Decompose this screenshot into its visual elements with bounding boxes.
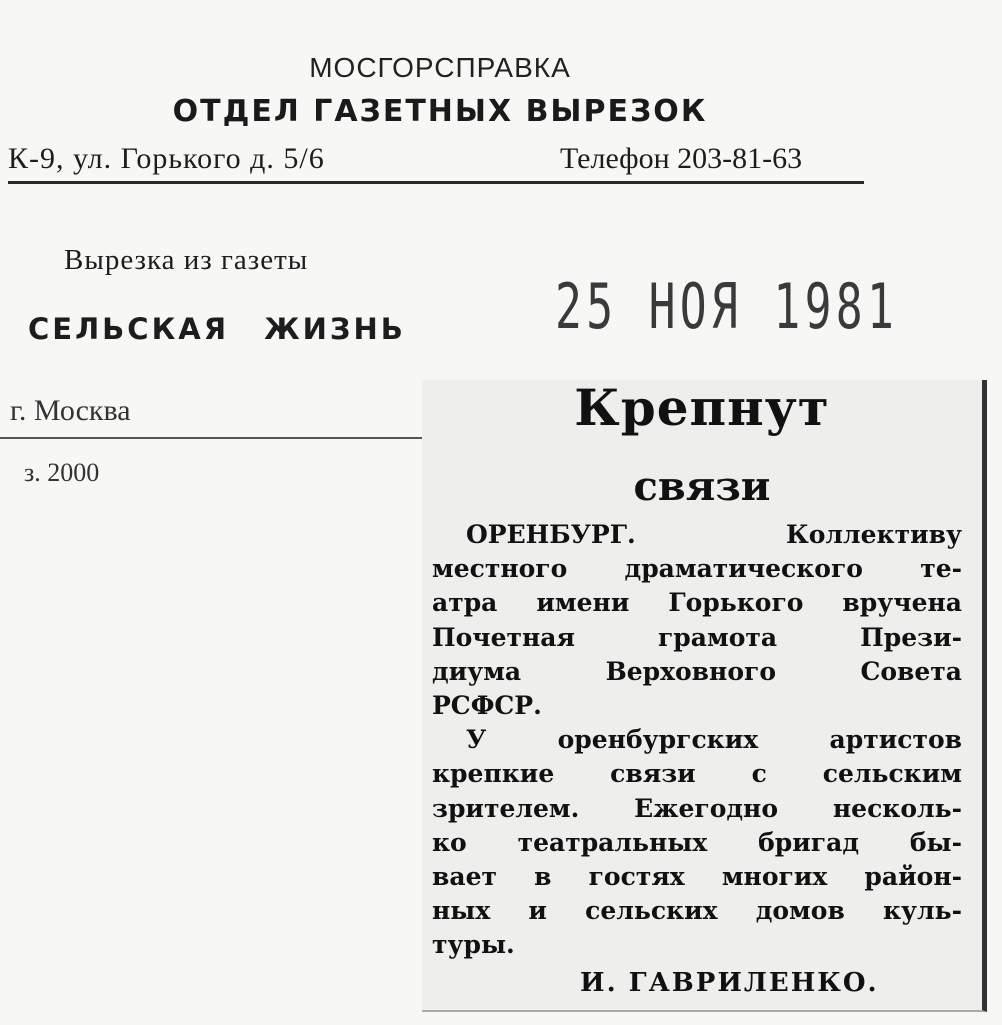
article-line: туры. <box>432 930 515 960</box>
clipping-source-label: Вырезка из газеты <box>64 244 309 276</box>
article-line: РСФСР. <box>432 691 542 721</box>
article-line: местного драматического те- <box>432 554 962 584</box>
order-number: з. 2000 <box>24 458 100 487</box>
article-subheadline: связи <box>633 463 771 510</box>
agency-address: К-9, ул. Горького д. 5/6 <box>8 142 325 175</box>
article-body <box>432 518 962 963</box>
article-headline: Крепнут <box>574 378 830 437</box>
agency-phone: Телефон 203-81-63 <box>560 142 803 175</box>
article-line: зрителем. Ежегодно несколь- <box>432 793 962 823</box>
article-line: ко театральных бригад бы- <box>432 827 962 857</box>
article-line: ных и сельских домов куль- <box>432 896 962 926</box>
newspaper-name: СЕЛЬСКАЯ ЖИЗНЬ <box>28 312 406 346</box>
newspaper-city: г. Москва <box>10 394 131 427</box>
agency-name: МОСГОРСПРАВКА <box>309 52 571 83</box>
article-line: вает в гостях многих район- <box>432 862 962 892</box>
article-line: диума Верховного Совета <box>432 656 962 686</box>
article-line: крепкие связи с сельским <box>432 759 962 789</box>
article-line: атра имени Горького вручена <box>432 588 962 618</box>
header-divider <box>8 181 864 184</box>
article-author: И. ГАВРИЛЕНКО. <box>580 968 879 998</box>
source-divider <box>0 437 425 439</box>
article-line: У оренбургских артистов <box>466 725 962 755</box>
department-name: ОТДЕЛ ГАЗЕТНЫХ ВЫРЕЗОК <box>172 94 708 129</box>
date-stamp: 25 НОЯ 1981 <box>555 270 899 343</box>
article-line: ОРЕНБУРГ. Коллективу <box>466 520 962 549</box>
article-line: Почетная грамота Прези- <box>432 622 962 652</box>
